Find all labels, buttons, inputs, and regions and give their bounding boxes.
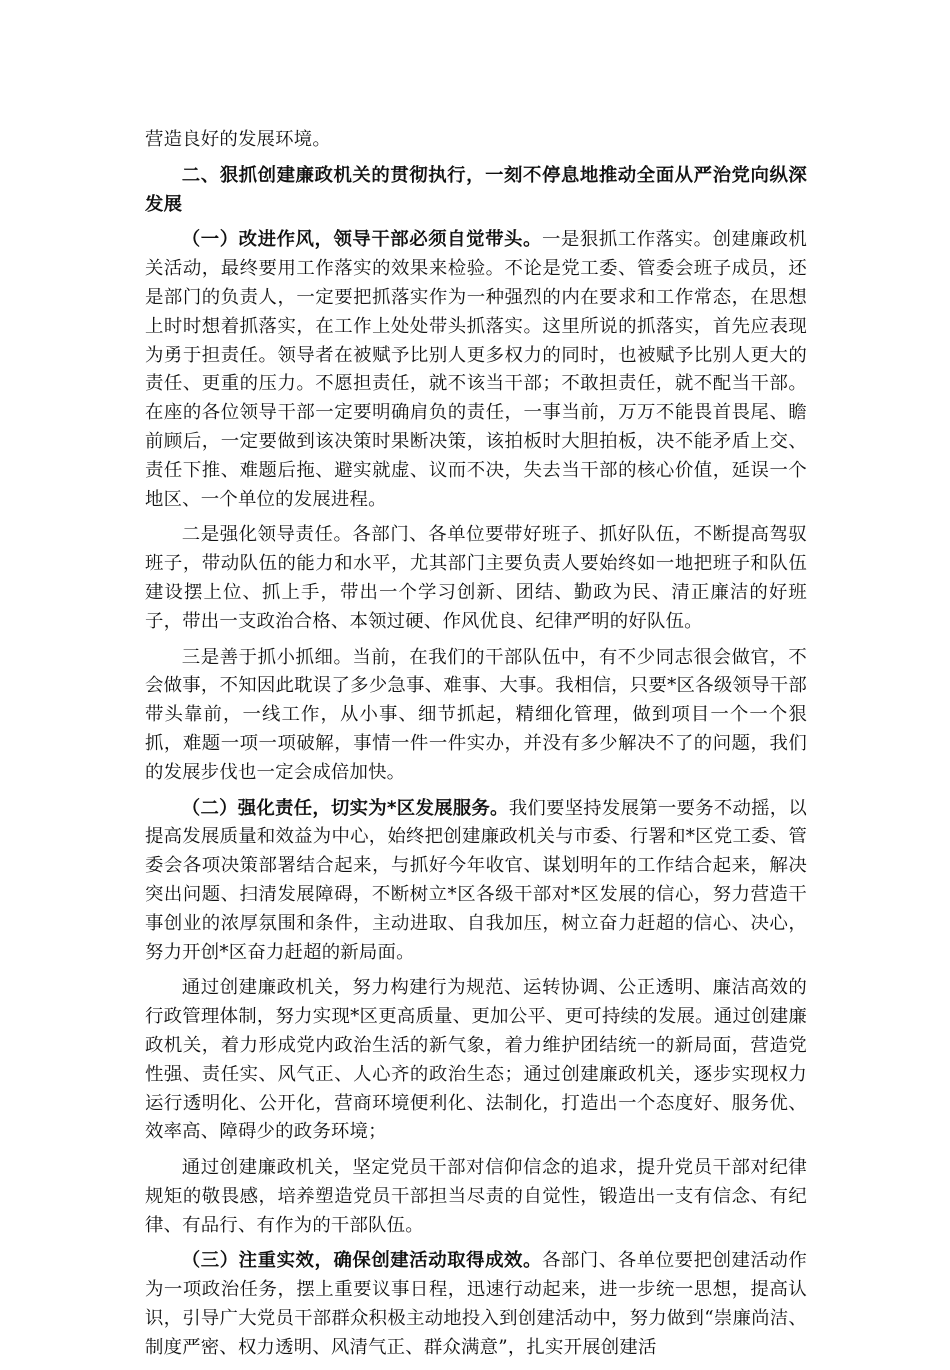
paragraph-via-2: 通过创建廉政机关，坚定党员干部对信仰信念的追求，提升党员干部对纪律规矩的敬畏感，培养塑造党员干部担当尽责的自觉性，锻造出一支有信念、有纪律、有品行、有作为的干部队伍。 — [145, 1157, 807, 1236]
paragraph-section-2 — [145, 795, 807, 968]
document-page — [145, 126, 807, 1370]
paragraph-via-1: 通过创建廉政机关，努力构建行为规范、运转协调、公正透明、廉洁高效的行政管理体制，努力实现*区更高质量、更加公平、更可持续的发展。通过创建廉政机关，着力形成党内政治生活的新气象，着力维护团结统一的新局面，营造党性强、责任实、风气正、人心齐的政治生态；通过创建廉政机关，逐步实现权力运行透明化、公开化，营商环境便利化、法制化，打造出一个态度好、服务优、效率高、障碍少的政务环境； — [145, 977, 807, 1143]
section-1-lead: （一）改进作风，领导干部必须自觉带头。 — [181, 229, 542, 251]
paragraph-point-three: 三是善于抓小抓细。当前，在我们的干部队伍中，有不少同志很会做官，不会做事，不知因此耽误了多少急事、难事、大事。我相信，只要*区各级领导干部带头靠前，一线工作，从小事、细节抓起，精细化管理，做到项目一个一个狠抓，难题一项一项破解，事情一件一件实办，并没有多少解决不了的问题，我们的发展步伐也一定会成倍加快。 — [145, 646, 807, 783]
section-1-body: 一是狠抓工作落实。创建廉政机关活动，最终要用工作落实的效果来检验。不论是党工委、管委会班子成员，还是部门的负责人，一定要把抓落实作为一种强烈的内在要求和工作常态，在思想上时时想着抓落实，在工作上处处带头抓落实。这里所说的抓落实，首先应表现为勇于担责任。领导者在被赋予比别人更多权力的同时，也被赋予比别人更大的责任、更重的压力。不愿担责任，就不该当干部；不敢担责任，就不配当干部。在座的各位领导干部一定要明确肩负的责任，一事当前，万万不能畏首畏尾、瞻前顾后，一定要做到该决策时果断决策，该拍板时大胆拍板，决不能矛盾上交、责任下推、难题后拖、避实就虚、议而不决，失去当干部的核心价值，延误一个地区、一个单位的发展进程。 — [145, 229, 807, 510]
paragraph-intro-text: 营造良好的发展环境。 — [145, 129, 331, 150]
section-2-body: 我们要坚持发展第一要务不动摇，以提高发展质量和效益为中心，始终把创建廉政机关与市委、行署和*区党工委、管委会各项决策部署结合起来，与抓好今年收官、谋划明年的工作结合起来，解决突出问题、扫清发展障碍，不断树立*区各级干部对*区发展的信心，努力营造干事创业的浓厚氛围和条件，主动进取、自我加压，树立奋力赶超的信心、决心，努力开创*区奋力赶超的新局面。 — [145, 797, 807, 963]
section-2-lead: （二）强化责任，切实为*区发展服务。 — [181, 797, 509, 819]
section-3-lead: （三）注重实效，确保创建活动取得成效。 — [181, 1250, 542, 1272]
paragraph-section-1 — [145, 226, 807, 514]
section-3-body: 各部门、各单位要把创建活动作为一项政治任务，摆上重要议事日程，迅速行动起来，进一步统一思想，提高认识，引导广大党员干部群众积极主动地投入到创建活动中，努力做到“崇廉尚洁、制度严密、权力透明、风清气正、群众满意”，扎实开展创建活 — [145, 1250, 807, 1358]
paragraph-intro — [145, 126, 807, 155]
section-heading-2: 二、狠抓创建廉政机关的贯彻执行，一刻不停息地推动全面从严治党向纵深发展 — [145, 164, 807, 215]
paragraph-point-two: 二是强化领导责任。各部门、各单位要带好班子、抓好队伍，不断提高驾驭班子，带动队伍的能力和水平，尤其部门主要负责人要始终如一地把班子和队伍建设摆上位、抓上手，带出一个学习创新、团结、勤政为民、清正廉洁的好班子，带出一支政治合格、本领过硬、作风优良、纪律严明的好队伍。 — [145, 524, 807, 632]
paragraph-section-3 — [145, 1247, 807, 1362]
